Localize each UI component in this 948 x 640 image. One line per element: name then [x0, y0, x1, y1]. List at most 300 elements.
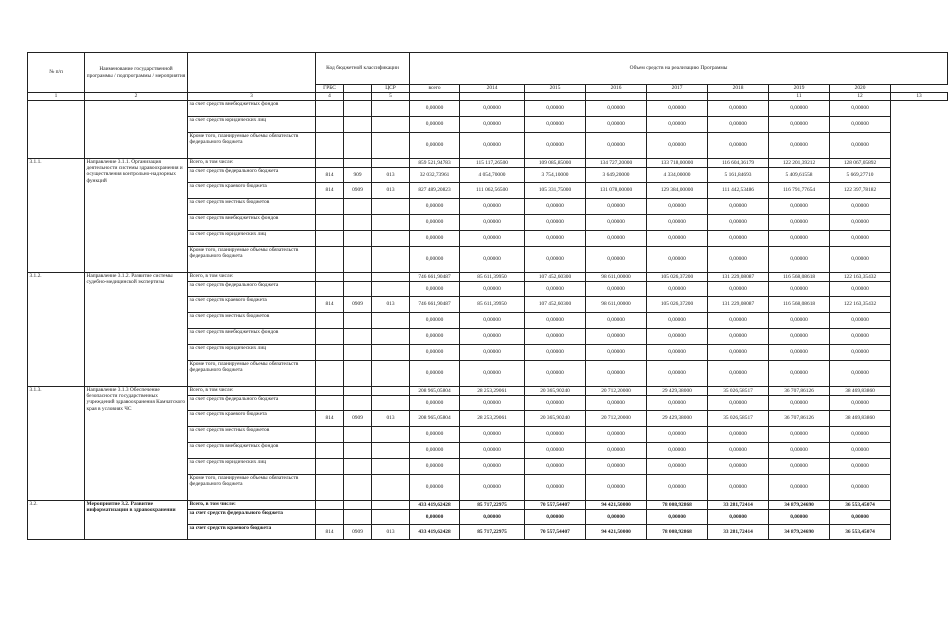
amount-year: 109 085,85000	[525, 159, 586, 168]
funding-source: за счет средств юридических лиц	[188, 117, 316, 133]
code-grbs: 814	[316, 168, 344, 183]
amount-total: 0,00000	[410, 396, 460, 411]
amount-year: 0,00000	[708, 313, 769, 329]
amount-year: 0,00000	[708, 215, 769, 231]
code-rz	[344, 387, 372, 396]
code-grbs: 814	[316, 183, 344, 199]
amount-year: 131 229,08087	[708, 297, 769, 313]
amount-year: 0,00000	[586, 361, 647, 387]
code-csr	[372, 313, 410, 329]
row-number: 3.2.	[28, 501, 85, 540]
code-csr: 013	[372, 168, 410, 183]
amount-year: 78 008,92868	[647, 501, 708, 510]
column-number	[344, 93, 372, 101]
amount-year: 98 611,00000	[586, 297, 647, 313]
code-csr	[372, 231, 410, 247]
amount-year: 0,00000	[769, 510, 830, 525]
code-csr: 013	[372, 297, 410, 313]
amount-year: 29 429,38000	[647, 387, 708, 396]
amount-year: 0,00000	[708, 133, 769, 159]
amount-year: 0,00000	[460, 510, 525, 525]
code-rz	[344, 475, 372, 501]
amount-year: 0,00000	[769, 231, 830, 247]
code-rz	[344, 133, 372, 159]
amount-year: 0,00000	[769, 101, 830, 117]
amount-total: 32 032,73961	[410, 168, 460, 183]
amount-year: 0,00000	[708, 247, 769, 273]
amount-year: 105 026,37200	[647, 273, 708, 282]
column-number: 3	[188, 93, 316, 101]
funding-source: за счет средств юридических лиц	[188, 345, 316, 361]
header-column-numbers	[28, 93, 948, 101]
code-csr: 013	[372, 183, 410, 199]
amount-total: 0,00000	[410, 282, 460, 297]
code-grbs	[316, 501, 344, 510]
amount-year: 0,00000	[647, 510, 708, 525]
amount-year: 0,00000	[460, 313, 525, 329]
amount-year: 0,00000	[586, 133, 647, 159]
header-row-main	[28, 53, 948, 85]
code-rz: 0909	[344, 297, 372, 313]
amount-year: 0,00000	[830, 459, 891, 475]
amount-year: 0,00000	[586, 282, 647, 297]
code-rz	[344, 329, 372, 345]
amount-total: 433 419,62428	[410, 501, 460, 510]
code-rz	[344, 501, 372, 510]
amount-year: 0,00000	[830, 313, 891, 329]
code-csr	[372, 247, 410, 273]
column-number: 5	[372, 93, 410, 101]
funding-source: за счет средств внебюджетных фондов	[188, 101, 316, 117]
amount-year: 0,00000	[830, 329, 891, 345]
code-csr	[372, 443, 410, 459]
amount-year: 0,00000	[647, 231, 708, 247]
code-rz	[344, 247, 372, 273]
amount-year: 0,00000	[586, 345, 647, 361]
amount-year: 0,00000	[830, 345, 891, 361]
amount-year: 0,00000	[708, 199, 769, 215]
amount-year: 85 611,39950	[460, 297, 525, 313]
amount-year: 0,00000	[769, 475, 830, 501]
code-rz: 909	[344, 168, 372, 183]
amount-year: 111 062,56500	[460, 183, 525, 199]
amount-year: 0,00000	[586, 443, 647, 459]
amount-year: 0,00000	[708, 101, 769, 117]
amount-year: 0,00000	[647, 199, 708, 215]
row-number	[28, 101, 85, 159]
amount-year: 0,00000	[525, 133, 586, 159]
amount-year: 0,00000	[460, 133, 525, 159]
header-year: 2019	[769, 85, 830, 93]
amount-total: 0,00000	[410, 345, 460, 361]
amount-year: 36 707,86126	[769, 387, 830, 396]
amount-year: 0,00000	[525, 313, 586, 329]
code-grbs	[316, 475, 344, 501]
amount-year: 107 452,60300	[525, 273, 586, 282]
amount-year: 0,00000	[460, 345, 525, 361]
amount-year: 35 026,58517	[708, 387, 769, 396]
funding-source: за счет средств федерального бюджета	[188, 396, 316, 411]
header-csr: ЦСР	[372, 85, 410, 93]
amount-year: 131 078,00000	[586, 183, 647, 199]
header-year: 2018	[708, 85, 769, 93]
amount-total: 0,00000	[410, 459, 460, 475]
amount-year: 0,00000	[525, 459, 586, 475]
column-number	[647, 93, 708, 101]
code-grbs	[316, 443, 344, 459]
code-grbs	[316, 510, 344, 525]
amount-year: 0,00000	[830, 475, 891, 501]
code-rz	[344, 117, 372, 133]
code-rz: 0909	[344, 183, 372, 199]
funding-source: за счет средств юридических лиц	[188, 459, 316, 475]
code-grbs	[316, 387, 344, 396]
amount-year: 0,00000	[769, 133, 830, 159]
code-rz	[344, 101, 372, 117]
row-number: 3.1.1.	[28, 159, 85, 273]
code-csr	[372, 199, 410, 215]
amount-year: 4 334,00000	[647, 168, 708, 183]
amount-year: 0,00000	[460, 427, 525, 443]
amount-year: 0,00000	[460, 199, 525, 215]
amount-year: 105 331,75000	[525, 183, 586, 199]
code-rz	[344, 361, 372, 387]
code-rz	[344, 396, 372, 411]
funding-source: за счет средств федерального бюджета	[188, 282, 316, 297]
header-total: всего	[410, 85, 460, 93]
amount-year: 128 067,05892	[830, 159, 891, 168]
amount-year: 0,00000	[525, 231, 586, 247]
funding-source: Кроме того, планируемые объемы обязательств федерального бюджета	[188, 361, 316, 387]
amount-year: 0,00000	[708, 475, 769, 501]
code-rz	[344, 199, 372, 215]
amount-year: 20 712,20000	[586, 411, 647, 427]
amount-year: 0,00000	[460, 117, 525, 133]
code-csr	[372, 215, 410, 231]
amount-year: 0,00000	[647, 313, 708, 329]
column-number	[586, 93, 647, 101]
amount-year: 0,00000	[525, 443, 586, 459]
amount-year: 0,00000	[769, 282, 830, 297]
funding-source: за счет средств краевого бюджета	[188, 297, 316, 313]
code-grbs	[316, 133, 344, 159]
funding-source: Кроме того, планируемые объемы обязательств федерального бюджета	[188, 247, 316, 273]
code-grbs	[316, 159, 344, 168]
amount-year: 0,00000	[830, 510, 891, 525]
amount-year: 0,00000	[586, 117, 647, 133]
amount-year: 0,00000	[647, 282, 708, 297]
amount-year: 116 568,08618	[769, 297, 830, 313]
amount-year: 0,00000	[525, 329, 586, 345]
amount-year: 0,00000	[830, 361, 891, 387]
amount-year: 0,00000	[525, 117, 586, 133]
amount-year: 0,00000	[769, 443, 830, 459]
row-title: Направление 3.1.2. Развитие системы судебно-медицинской экспертизы	[85, 273, 188, 387]
amount-year: 85 717,22975	[460, 501, 525, 510]
amount-year: 0,00000	[830, 133, 891, 159]
amount-year: 105 026,37200	[647, 297, 708, 313]
funding-source: Всего, в том числе:	[188, 387, 316, 396]
code-rz: 0909	[344, 525, 372, 540]
amount-total: 0,00000	[410, 101, 460, 117]
amount-year: 0,00000	[525, 361, 586, 387]
funding-source: Кроме того, планируемые объемы обязательств федерального бюджета	[188, 475, 316, 501]
amount-year: 0,00000	[525, 475, 586, 501]
amount-year: 107 452,60300	[525, 297, 586, 313]
amount-year: 36 553,45074	[830, 525, 891, 540]
amount-year: 0,00000	[460, 215, 525, 231]
header-year: 2020	[830, 85, 891, 93]
amount-year: 115 117,26500	[460, 159, 525, 168]
amount-year: 0,00000	[708, 361, 769, 387]
code-csr	[372, 101, 410, 117]
row-title	[85, 101, 188, 159]
column-number	[460, 93, 525, 101]
amount-year: 78 008,92868	[647, 525, 708, 540]
code-rz	[344, 459, 372, 475]
column-number: 12	[830, 93, 891, 101]
amount-year: 20 365,90240	[525, 411, 586, 427]
amount-year: 0,00000	[647, 475, 708, 501]
amount-year: 0,00000	[830, 199, 891, 215]
amount-total: 0,00000	[410, 215, 460, 231]
amount-year: 0,00000	[769, 329, 830, 345]
amount-year: 70 557,54407	[525, 525, 586, 540]
header-volume: Объем средств на реализацию Программы	[410, 53, 948, 85]
amount-year: 36 707,86126	[769, 411, 830, 427]
header-year: 2015	[525, 85, 586, 93]
amount-year: 0,00000	[708, 282, 769, 297]
code-grbs	[316, 427, 344, 443]
funding-source: за счет средств краевого бюджета	[188, 411, 316, 427]
amount-total: 0,00000	[410, 133, 460, 159]
amount-year: 36 553,45074	[830, 501, 891, 510]
code-csr	[372, 459, 410, 475]
amount-year: 0,00000	[830, 396, 891, 411]
amount-year: 0,00000	[647, 361, 708, 387]
code-rz	[344, 282, 372, 297]
amount-year: 0,00000	[460, 247, 525, 273]
amount-year: 0,00000	[460, 329, 525, 345]
amount-year: 0,00000	[830, 101, 891, 117]
amount-year: 0,00000	[586, 215, 647, 231]
amount-year: 0,00000	[769, 345, 830, 361]
code-csr: 013	[372, 411, 410, 427]
amount-year: 0,00000	[647, 443, 708, 459]
amount-total: 827 489,20823	[410, 183, 460, 199]
amount-year: 122 163,35432	[830, 273, 891, 282]
amount-year: 0,00000	[586, 101, 647, 117]
amount-year: 0,00000	[525, 396, 586, 411]
amount-year: 0,00000	[830, 282, 891, 297]
amount-year: 5 669,27710	[830, 168, 891, 183]
amount-year: 0,00000	[708, 427, 769, 443]
amount-year: 33 281,72414	[708, 525, 769, 540]
header-num: № п/п	[28, 53, 85, 93]
header-year: 2017	[647, 85, 708, 93]
amount-year: 0,00000	[708, 396, 769, 411]
amount-year: 0,00000	[460, 475, 525, 501]
funding-source: за счет средств внебюджетных фондов	[188, 443, 316, 459]
funding-source: Всего, в том числе:	[188, 159, 316, 168]
amount-year: 0,00000	[525, 427, 586, 443]
amount-year: 94 421,50000	[586, 501, 647, 510]
amount-year: 3 649,20000	[586, 168, 647, 183]
code-grbs	[316, 396, 344, 411]
column-number	[708, 93, 769, 101]
amount-year: 0,00000	[525, 215, 586, 231]
amount-year: 131 229,08087	[708, 273, 769, 282]
amount-year: 134 727,20000	[586, 159, 647, 168]
amount-year: 0,00000	[525, 247, 586, 273]
code-rz: 0909	[344, 411, 372, 427]
funding-source: Всего, в том числе:	[188, 273, 316, 282]
amount-year: 85 611,39950	[460, 273, 525, 282]
amount-total: 0,00000	[410, 443, 460, 459]
table-row	[28, 501, 948, 510]
code-rz	[344, 159, 372, 168]
budget-table	[27, 52, 948, 540]
amount-year: 33 281,72414	[708, 501, 769, 510]
amount-year: 0,00000	[647, 459, 708, 475]
budget-table-page	[27, 52, 922, 540]
code-csr	[372, 361, 410, 387]
code-csr	[372, 475, 410, 501]
amount-year: 0,00000	[460, 231, 525, 247]
amount-year: 0,00000	[460, 396, 525, 411]
amount-total: 0,00000	[410, 329, 460, 345]
amount-total: 0,00000	[410, 361, 460, 387]
column-number: 11	[769, 93, 830, 101]
amount-year: 0,00000	[647, 247, 708, 273]
amount-year: 122 397,78182	[830, 183, 891, 199]
funding-source: за счет средств местных бюджетов	[188, 313, 316, 329]
column-number: 4	[316, 93, 344, 101]
amount-year: 20 712,20000	[586, 387, 647, 396]
column-number	[410, 93, 460, 101]
amount-year: 28 253,29061	[460, 411, 525, 427]
code-grbs	[316, 101, 344, 117]
column-number	[525, 93, 586, 101]
amount-year: 0,00000	[647, 133, 708, 159]
amount-year: 129 384,00000	[647, 183, 708, 199]
amount-year: 5 161,84693	[708, 168, 769, 183]
code-grbs	[316, 282, 344, 297]
code-grbs	[316, 313, 344, 329]
amount-total: 433 419,62428	[410, 525, 460, 540]
code-csr	[372, 282, 410, 297]
amount-year: 0,00000	[708, 510, 769, 525]
code-grbs	[316, 329, 344, 345]
code-grbs	[316, 361, 344, 387]
header-grbs: ГРБС	[316, 85, 344, 93]
amount-year: 0,00000	[647, 215, 708, 231]
amount-year: 0,00000	[525, 345, 586, 361]
amount-year: 0,00000	[769, 215, 830, 231]
amount-year: 0,00000	[708, 459, 769, 475]
amount-year: 0,00000	[708, 117, 769, 133]
table-row	[28, 387, 948, 396]
amount-year: 0,00000	[460, 101, 525, 117]
funding-source: Всего, в том числе:	[188, 501, 316, 510]
amount-year: 0,00000	[769, 459, 830, 475]
funding-source: за счет средств федерального бюджета	[188, 168, 316, 183]
row-title: Направление 3.1.1. Организация деятельности системы здравоохранения и осуществления контрольно-надзорных функций	[85, 159, 188, 273]
amount-year: 133 718,00000	[647, 159, 708, 168]
code-csr	[372, 396, 410, 411]
amount-year: 0,00000	[830, 231, 891, 247]
column-number: 13	[891, 93, 948, 101]
amount-year: 98 611,00000	[586, 273, 647, 282]
amount-total: 208 965,05804	[410, 387, 460, 396]
code-grbs	[316, 459, 344, 475]
funding-source: за счет средств краевого бюджета	[188, 525, 316, 540]
funding-source: за счет средств краевого бюджета	[188, 183, 316, 199]
row-title: Мероприятие 3.2. Развитие информатизации в здравоохранении	[85, 501, 188, 540]
amount-year: 85 717,22975	[460, 525, 525, 540]
code-csr	[372, 273, 410, 282]
amount-total: 0,00000	[410, 199, 460, 215]
amount-year: 34 879,24690	[769, 501, 830, 510]
code-grbs	[316, 199, 344, 215]
column-number: 2	[85, 93, 188, 101]
code-csr	[372, 387, 410, 396]
amount-year: 0,00000	[769, 247, 830, 273]
code-rz	[344, 345, 372, 361]
code-grbs	[316, 247, 344, 273]
funding-source: за счет средств внебюджетных фондов	[188, 215, 316, 231]
amount-total: 0,00000	[410, 475, 460, 501]
amount-year: 34 879,24690	[769, 525, 830, 540]
amount-year: 0,00000	[586, 475, 647, 501]
code-grbs: 814	[316, 297, 344, 313]
amount-year: 0,00000	[647, 101, 708, 117]
code-csr	[372, 159, 410, 168]
funding-source: за счет средств юридических лиц	[188, 231, 316, 247]
amount-year: 0,00000	[769, 313, 830, 329]
amount-year: 0,00000	[647, 345, 708, 361]
amount-total: 746 661,90487	[410, 273, 460, 282]
amount-year: 0,00000	[708, 443, 769, 459]
amount-total: 0,00000	[410, 247, 460, 273]
code-rz	[344, 273, 372, 282]
code-grbs	[316, 117, 344, 133]
amount-year: 0,00000	[830, 215, 891, 231]
header-name: Наименование государственной программы / подпрограммы / мероприятия	[85, 53, 188, 93]
amount-year: 5 409,61558	[769, 168, 830, 183]
amount-year: 0,00000	[460, 459, 525, 475]
amount-year: 0,00000	[586, 459, 647, 475]
amount-year: 0,00000	[525, 282, 586, 297]
amount-year: 20 365,90240	[525, 387, 586, 396]
amount-year: 0,00000	[708, 329, 769, 345]
amount-year: 0,00000	[586, 396, 647, 411]
amount-year: 0,00000	[769, 396, 830, 411]
amount-year: 29 429,38000	[647, 411, 708, 427]
funding-source: за счет средств федерального бюджета	[188, 510, 316, 525]
amount-year: 116 568,08618	[769, 273, 830, 282]
amount-year: 0,00000	[830, 443, 891, 459]
amount-year: 0,00000	[769, 427, 830, 443]
amount-year: 38 469,83860	[830, 411, 891, 427]
code-rz	[344, 443, 372, 459]
amount-year: 3 754,10000	[525, 168, 586, 183]
code-csr	[372, 510, 410, 525]
amount-total: 859 521,94783	[410, 159, 460, 168]
amount-year: 0,00000	[830, 247, 891, 273]
amount-year: 0,00000	[460, 443, 525, 459]
code-rz	[344, 313, 372, 329]
